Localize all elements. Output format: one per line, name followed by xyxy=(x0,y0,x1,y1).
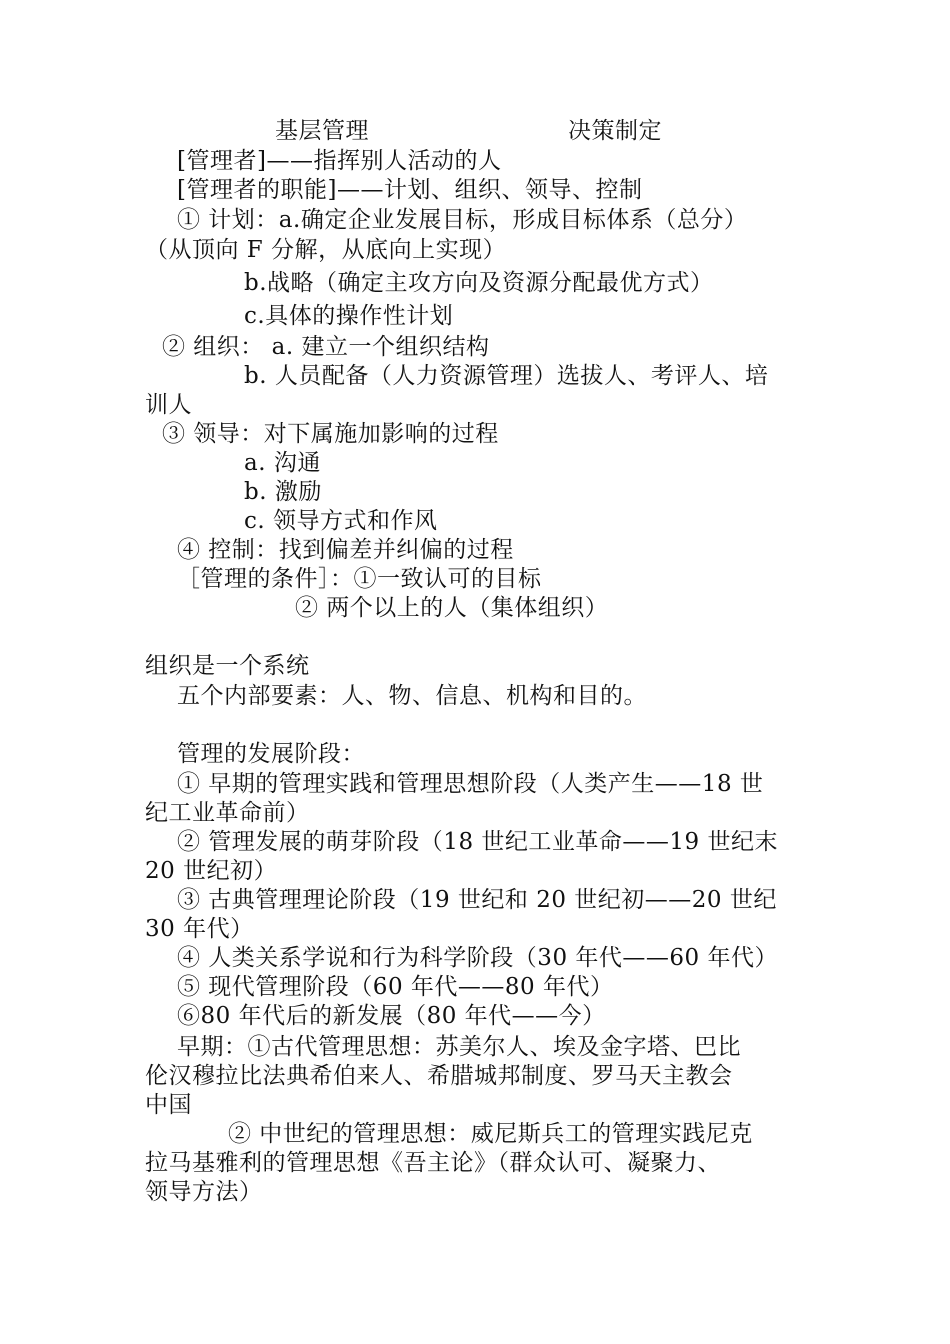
text-line: 拉马基雅利的管理思想《吾主论》（群众认可、凝聚力、 xyxy=(145,1150,721,1176)
text-line: 早期：①古代管理思想：苏美尔人、埃及金字塔、巴比 xyxy=(177,1034,741,1060)
text-line: ② 两个以上的人（集体组织） xyxy=(295,595,609,621)
text-line: a. 沟通 xyxy=(244,450,321,476)
text-line: ③ 领导：对下属施加影响的过程 xyxy=(162,421,499,447)
text-line: ⑥80 年代后的新发展（80 年代——今） xyxy=(177,1003,606,1029)
text-line: b. 人员配备（人力资源管理）选拔人、考评人、培 xyxy=(244,363,769,389)
text-line: 纪工业革命前） xyxy=(145,800,310,826)
text-line: 训人 xyxy=(145,392,192,418)
text-line: 伦汉穆拉比法典希伯来人、希腊城邦制度、罗马天主教会 xyxy=(145,1063,733,1089)
text-line: c.具体的操作性计划 xyxy=(244,303,454,329)
text-line: 20 世纪初） xyxy=(145,858,278,884)
text-line: 五个内部要素：人、物、信息、机构和目的。 xyxy=(177,683,647,709)
text-line: 领导方法） xyxy=(145,1179,263,1205)
text-line: ① 早期的管理实践和管理思想阶段（人类产生——18 世 xyxy=(177,771,764,797)
text-line: [管理者的职能]——计划、组织、领导、控制 xyxy=(177,177,643,203)
text-line: c. 领导方式和作风 xyxy=(244,508,438,534)
text-line: 基层管理 xyxy=(275,118,369,144)
text-line: 组织是一个系统 xyxy=(145,653,310,679)
text-line: ④ 人类关系学说和行为科学阶段（30 年代——60 年代） xyxy=(177,945,778,971)
text-line: ② 中世纪的管理思想：威尼斯兵工的管理实践尼克 xyxy=(228,1121,753,1147)
text-line: 30 年代） xyxy=(145,916,254,942)
text-line: ② 组织： a. 建立一个组织结构 xyxy=(162,334,490,360)
text-line: （从顶向 F 分解，从底向上实现） xyxy=(145,237,507,263)
text-line: ⑤ 现代管理阶段（60 年代——80 年代） xyxy=(177,974,614,1000)
text-line: 中国 xyxy=(145,1092,192,1118)
text-line: 管理的发展阶段： xyxy=(177,741,365,767)
text-line: [管理者]——指挥别人活动的人 xyxy=(177,148,502,174)
text-line: b.战略（确定主攻方向及资源分配最优方式） xyxy=(244,270,714,296)
text-line: 决策制定 xyxy=(568,118,662,144)
text-line: ③ 古典管理理论阶段（19 世纪和 20 世纪初——20 世纪 xyxy=(177,887,777,913)
text-line: ［管理的条件］：①一致认可的目标 xyxy=(177,566,542,592)
text-line: b. 激励 xyxy=(244,479,322,505)
text-line: ② 管理发展的萌芽阶段（18 世纪工业革命——19 世纪末 xyxy=(177,829,778,855)
text-line: ① 计划：a.确定企业发展目标，形成目标体系（总分） xyxy=(177,207,748,233)
text-line: ④ 控制：找到偏差并纠偏的过程 xyxy=(177,537,514,563)
